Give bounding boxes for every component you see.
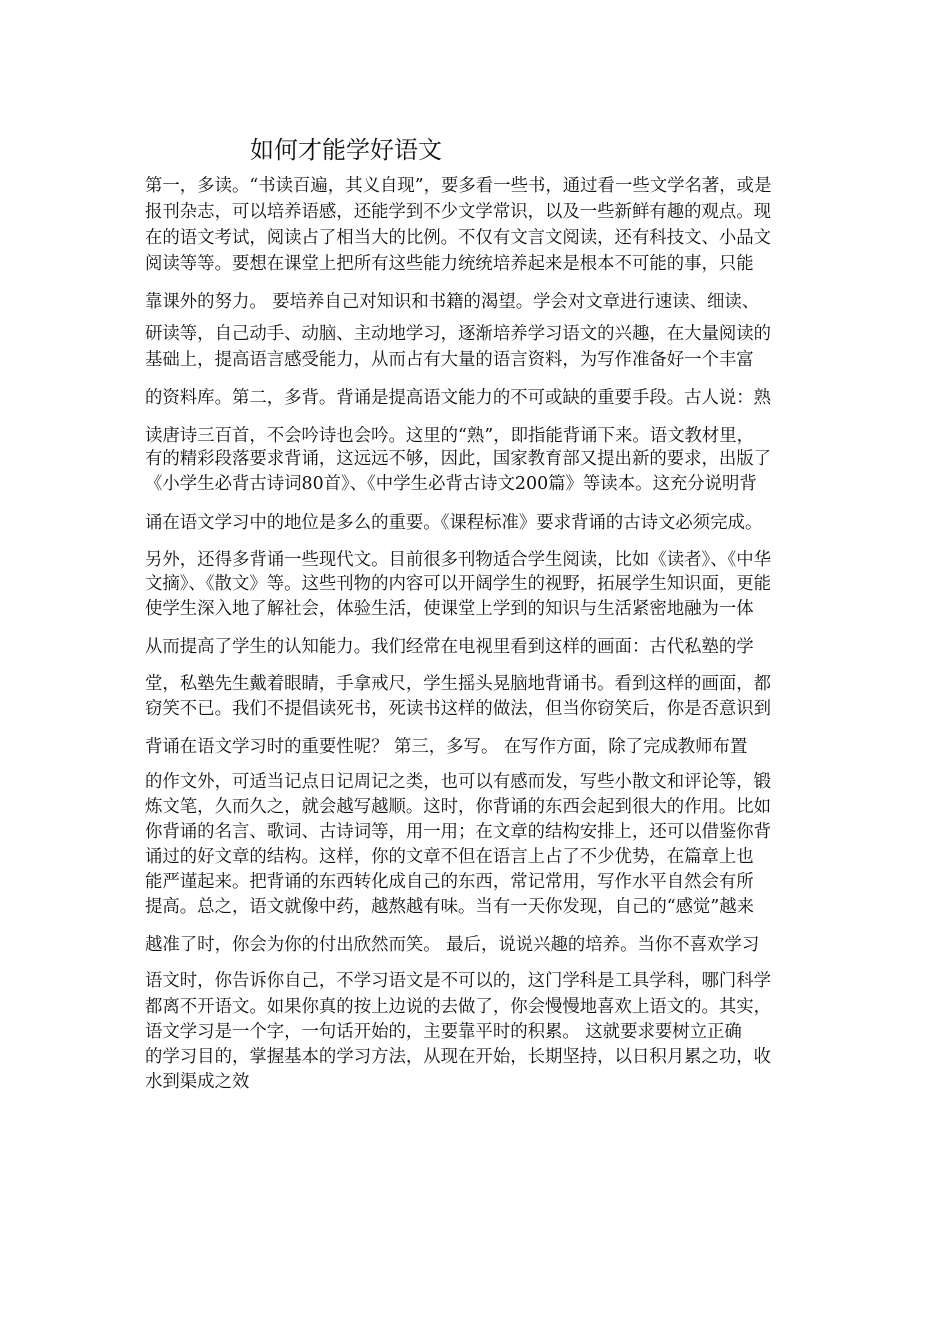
text-line: 炼文笔，久而久之，就会越写越顺。这时，你背诵的东西会起到很大的作用。比如 xyxy=(145,797,772,817)
text-line: 堂，私塾先生戴着眼睛，手拿戒尺，学生摇头晃脑地背诵书。看到这样的画面，都 xyxy=(145,674,772,694)
text-line: 基础上，提高语言感受能力，从而占有大量的语言资料，为写作准备好一个丰富 xyxy=(145,350,754,370)
text-line: 越准了时，你会为你的付出欣然而笑。 最后，说说兴趣的培养。当你不喜欢学习 xyxy=(145,935,760,955)
text-line: 读唐诗三百首，不会吟诗也会吟。这里的“熟”，即指能背诵下来。语文教材里， xyxy=(145,426,755,446)
text-line: 的学习目的，掌握基本的学习方法，从现在开始，长期坚持，以日积月累之功，收 xyxy=(145,1047,772,1067)
text-line: 窃笑不已。我们不提倡读死书，死读书这样的做法，但当你窃笑后，你是否意识到 xyxy=(145,699,772,719)
text-line: 的作文外，可适当记点日记周记之类，也可以有感而发，写些小散文和评论等，锻 xyxy=(145,772,772,792)
text-line: 研读等，自己动手、动脑、主动地学习，逐渐培养学习语文的兴趣，在大量阅读的 xyxy=(145,324,772,344)
text-line: 提高。总之，语文就像中药，越熬越有味。当有一天你发现，自己的“感觉”越来 xyxy=(145,897,755,917)
text-line: 靠课外的努力。 要培养自己对知识和书籍的渴望。学会对文章进行速读、细读、 xyxy=(145,292,760,312)
text-line: 语文时，你告诉你自己，不学习语文是不可以的，这门学科是工具学科，哪门科学 xyxy=(145,971,772,991)
text-line: 你背诵的名言、歌词、古诗词等，用一用；在文章的结构安排上，还可以借鉴你背 xyxy=(145,822,772,842)
text-line: 有的精彩段落要求背诵，这远远不够，因此，国家教育部又提出新的要求，出版了 xyxy=(145,449,772,469)
text-line: 从而提高了学生的认知能力。我们经常在电视里看到这样的画面：古代私塾的学 xyxy=(145,637,754,657)
text-line: 都离不开语文。如果你真的按上边说的去做了，你会慢慢地喜欢上语文的。其实， xyxy=(145,997,772,1017)
document-title: 如何才能学好语文 xyxy=(250,136,442,164)
text-line: 使学生深入地了解社会，体验生活，使课堂上学到的知识与生活紧密地融为一体 xyxy=(145,599,754,619)
text-line: 另外，还得多背诵一些现代文。目前很多刊物适合学生阅读，比如《读者》、《中华 xyxy=(145,550,772,570)
text-line: 阅读等等。要想在课堂上把所有这些能力统统培养起来是根本不可能的事，只能 xyxy=(145,254,754,274)
text-line: 在的语文考试，阅读占了相当大的比例。不仅有文言文阅读，还有科技文、小品文 xyxy=(145,228,772,248)
text-line: 水到渠成之效 xyxy=(145,1072,250,1092)
text-line: 语文学习是一个字，一句话开始的，主要靠平时的积累。 这就要求要树立正确 xyxy=(145,1022,742,1042)
text-line: 背诵在语文学习时的重要性呢？ 第三，多写。 在写作方面，除了完成教师布置 xyxy=(145,737,748,757)
text-line: 能严谨起来。把背诵的东西转化成自己的东西，常记常用，写作水平自然会有所 xyxy=(145,872,754,892)
text-line: 《小学生必背古诗词80首》、《中学生必背古诗文200篇》等读本。这充分说明背 xyxy=(145,474,757,494)
text-line: 诵在语文学习中的地位是多么的重要。《课程标准》要求背诵的古诗文必须完成。 xyxy=(145,513,763,533)
text-line: 诵过的好文章的结构。这样，你的文章不但在语言上占了不少优势，在篇章上也 xyxy=(145,847,754,867)
text-line: 文摘》、《散文》等。这些刊物的内容可以开阔学生的视野，拓展学生知识面，更能 xyxy=(145,574,772,594)
text-line: 的资料库。第二，多背。背诵是提高语文能力的不可或缺的重要手段。古人说：熟 xyxy=(145,388,772,408)
text-line: 报刊杂志，可以培养语感，还能学到不少文学常识，以及一些新鲜有趣的观点。现 xyxy=(145,202,772,222)
text-line: 第一，多读。“书读百遍，其义自现”，要多看一些书，通过看一些文学名著，或是 xyxy=(145,176,772,196)
